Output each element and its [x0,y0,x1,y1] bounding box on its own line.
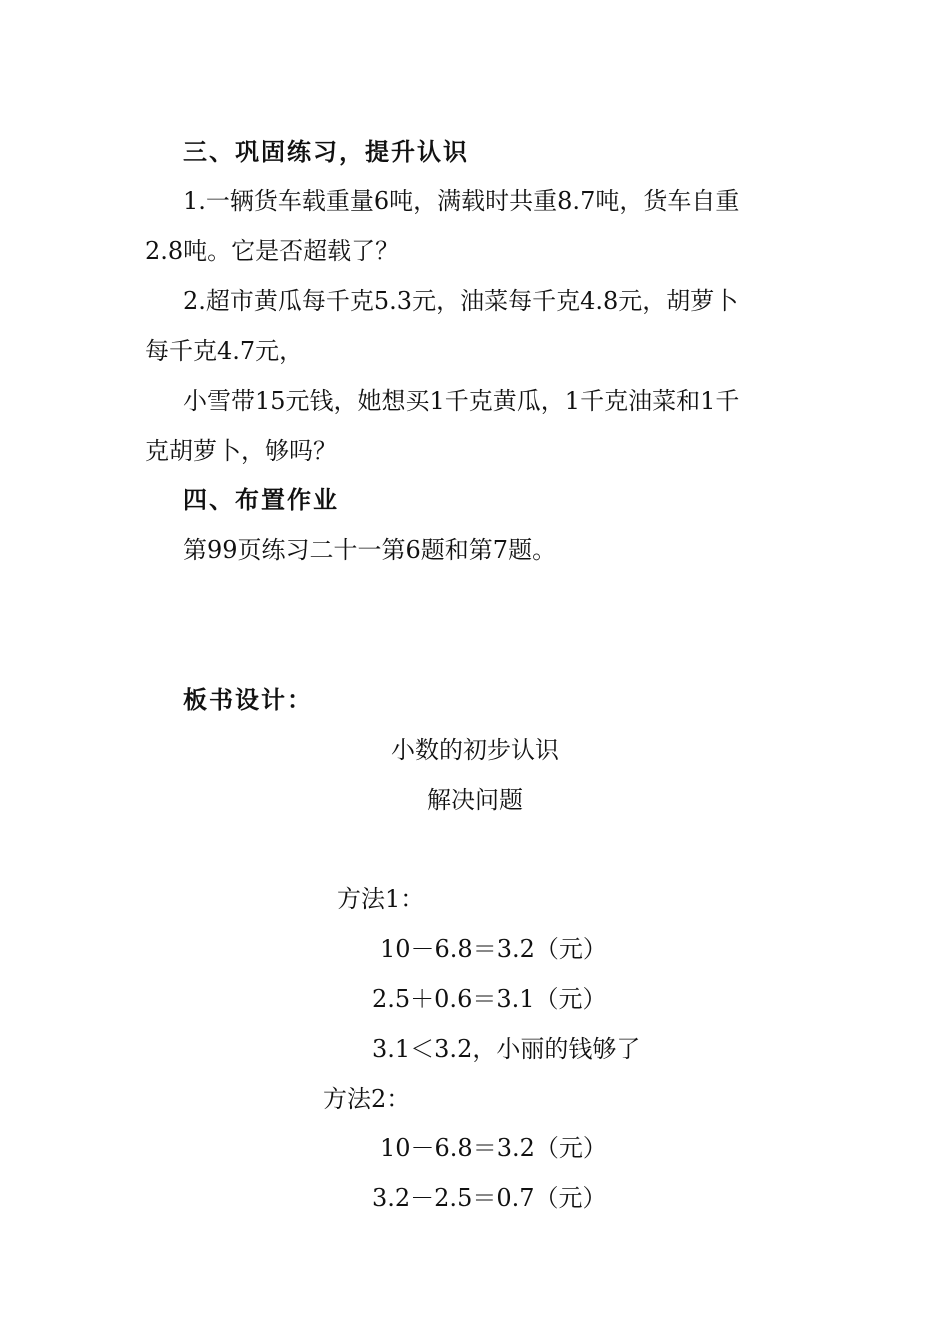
question-2-line-1: 2.超市黄瓜每千克5.3元，油菜每千克4.8元，胡萝卜 [183,287,739,315]
method-2-label: 方法2： [323,1085,411,1113]
question-1-line-2: 2.8吨。它是否超载了？ [145,237,400,265]
question-2-line-2: 每千克4.7元， [145,337,304,365]
section-4-heading: 四、布置作业 [183,486,339,514]
method-1-step: 3.1＜3.2，小丽的钱够了 [372,1035,641,1063]
method-2-step: 10－6.8＝3.2（元） [380,1134,607,1162]
board-design-label: 板书设计： [183,686,313,714]
method-1-step: 2.5＋0.6＝3.1（元） [372,985,607,1013]
method-1-step: 10－6.8＝3.2（元） [380,935,607,963]
board-title: 小数的初步认识 [391,736,559,764]
question-2-line-4: 克胡萝卜，够吗？ [145,437,337,465]
section-3-heading: 三、巩固练习，提升认识 [183,138,469,166]
method-1-label: 方法1： [337,885,425,913]
question-1-line-1: 1.一辆货车载重量6吨，满载时共重8.7吨，货车自重 [183,187,740,215]
question-2-line-3: 小雪带15元钱，她想买1千克黄瓜，1千克油菜和1千 [183,387,740,415]
board-subtitle: 解决问题 [427,786,523,814]
method-2-step: 3.2－2.5＝0.7（元） [372,1184,607,1212]
homework-text: 第99页练习二十一第6题和第7题。 [183,536,557,564]
